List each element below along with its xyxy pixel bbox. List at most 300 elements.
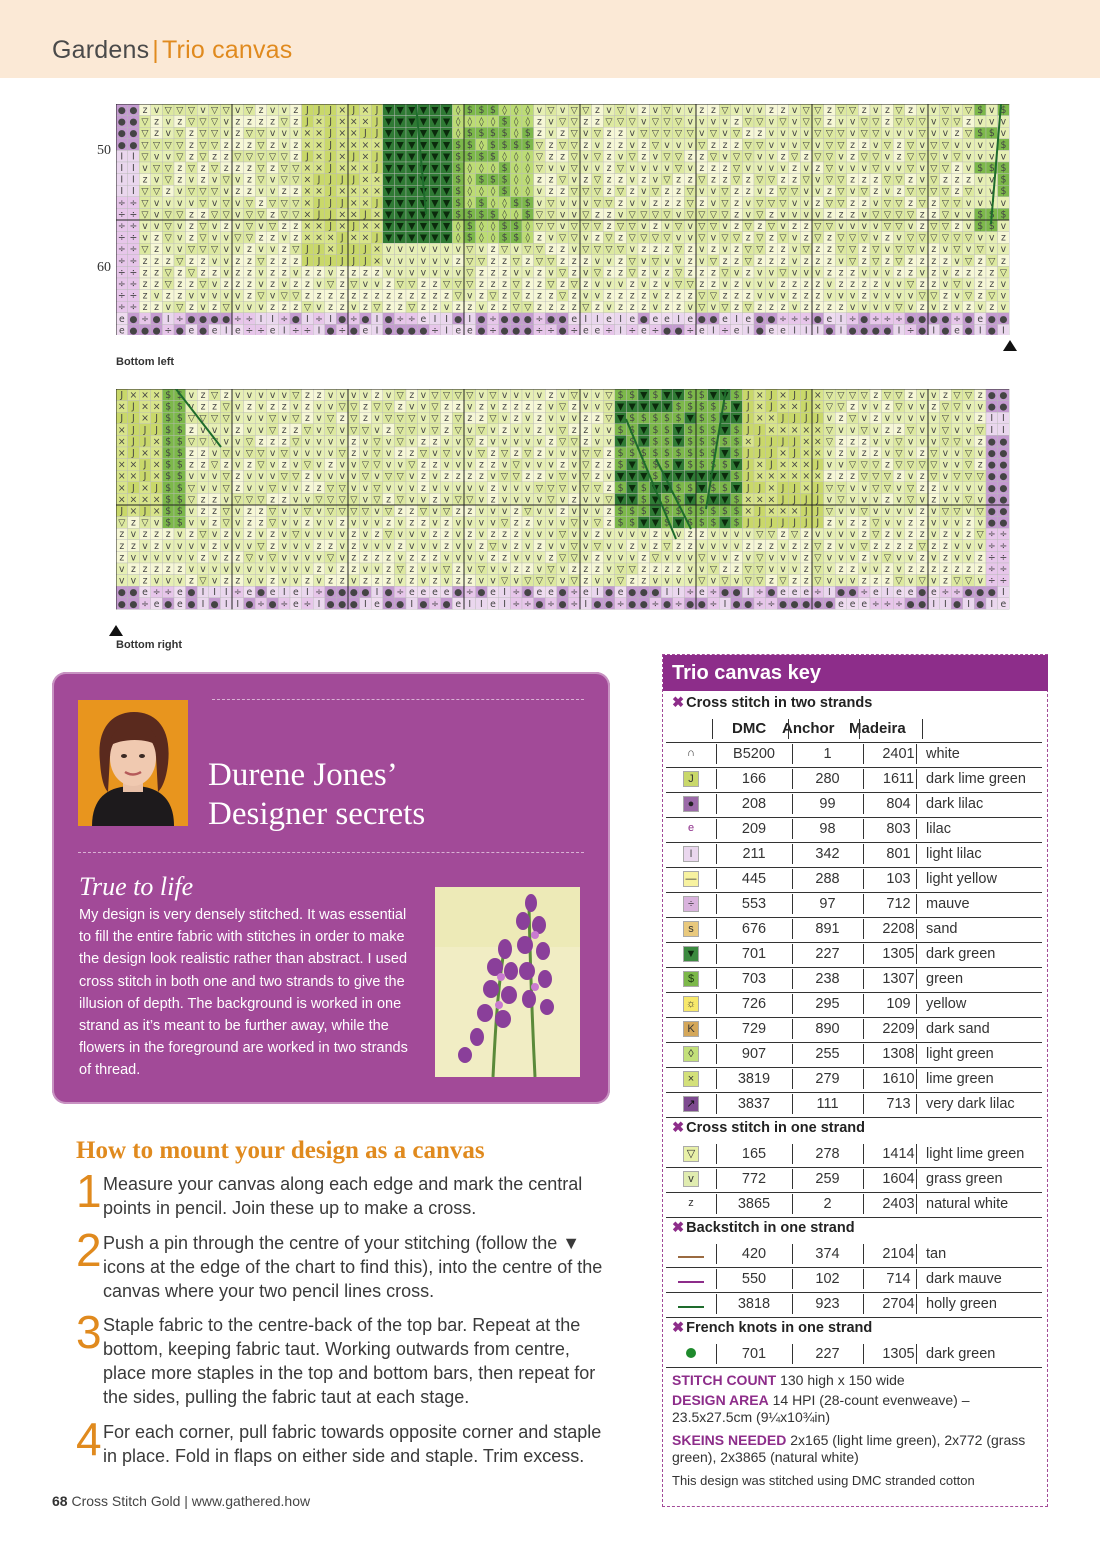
svg-text:z: z xyxy=(154,279,160,291)
key-cell-madeira: 1611 xyxy=(882,771,915,787)
svg-text:▼: ▼ xyxy=(408,116,416,128)
svg-text:▽: ▽ xyxy=(327,494,335,506)
svg-text:▽: ▽ xyxy=(617,116,625,128)
svg-text:▽: ▽ xyxy=(257,494,265,506)
svg-text:●: ● xyxy=(129,105,138,117)
svg-text:◊: ◊ xyxy=(513,151,519,163)
key-cell-name: lilac xyxy=(926,821,951,837)
svg-text:z: z xyxy=(304,279,310,291)
svg-text:z: z xyxy=(710,279,716,291)
svg-text:●: ● xyxy=(964,325,973,335)
svg-text:▼: ▼ xyxy=(385,151,393,163)
svg-text:v: v xyxy=(548,401,554,413)
svg-text:▽: ▽ xyxy=(535,244,543,256)
svg-text:v: v xyxy=(478,244,485,256)
svg-text:$: $ xyxy=(733,390,740,402)
svg-text:v: v xyxy=(409,267,415,279)
svg-text:÷: ÷ xyxy=(338,325,347,335)
svg-text:v: v xyxy=(641,186,647,198)
svg-text:÷: ÷ xyxy=(721,325,729,335)
svg-text:$: $ xyxy=(629,424,636,436)
svg-text:v: v xyxy=(304,494,311,506)
svg-text:v: v xyxy=(594,401,601,413)
svg-text:▽: ▽ xyxy=(187,436,195,448)
svg-text:÷: ÷ xyxy=(164,325,173,335)
svg-text:z: z xyxy=(571,267,577,279)
svg-text:J: J xyxy=(352,255,356,267)
svg-text:z: z xyxy=(629,186,635,198)
svg-text:I: I xyxy=(120,151,124,163)
svg-text:z: z xyxy=(594,209,600,221)
svg-text:×: × xyxy=(117,448,126,460)
svg-text:z: z xyxy=(328,459,334,471)
footer-text: Cross Stitch Gold | www.gathered.how xyxy=(71,1493,311,1509)
svg-text:×: × xyxy=(141,494,149,506)
svg-text:▽: ▽ xyxy=(941,163,949,175)
svg-text:v: v xyxy=(420,255,427,267)
svg-text:▽: ▽ xyxy=(675,279,683,291)
svg-text:●: ● xyxy=(987,313,996,325)
svg-text:v: v xyxy=(803,128,809,140)
svg-text:v: v xyxy=(757,279,763,291)
svg-text:÷: ÷ xyxy=(175,313,184,325)
svg-text:e: e xyxy=(188,325,195,335)
svg-text:v: v xyxy=(153,221,160,233)
svg-text:v: v xyxy=(791,267,798,279)
svg-text:▽: ▽ xyxy=(245,151,253,163)
svg-text:z: z xyxy=(873,448,879,460)
svg-text:×: × xyxy=(141,401,149,413)
svg-text:▽: ▽ xyxy=(907,459,915,471)
svg-text:▽: ▽ xyxy=(141,116,149,128)
svg-text:▼: ▼ xyxy=(408,186,416,198)
row-number-60: 60 xyxy=(97,260,111,275)
key-cell-dmc: 166 xyxy=(741,771,767,787)
svg-text:v: v xyxy=(815,209,821,221)
svg-text:▽: ▽ xyxy=(617,186,625,198)
svg-text:v: v xyxy=(432,471,438,483)
svg-text:J: J xyxy=(352,105,356,117)
svg-text:v: v xyxy=(722,151,728,163)
svg-text:v: v xyxy=(1000,302,1007,314)
svg-text:▼: ▼ xyxy=(698,471,706,483)
svg-text:×: × xyxy=(813,448,822,460)
svg-text:v: v xyxy=(385,255,392,267)
svg-text:×: × xyxy=(303,221,312,233)
svg-text:▼: ▼ xyxy=(443,139,451,151)
svg-text:▽: ▽ xyxy=(802,116,810,128)
svg-text:I: I xyxy=(259,313,263,325)
svg-text:▽: ▽ xyxy=(419,506,427,518)
svg-text:▽: ▽ xyxy=(860,459,868,471)
svg-text:v: v xyxy=(838,221,844,233)
key-cell-name: dark mauve xyxy=(926,1271,1002,1287)
svg-text:z: z xyxy=(177,174,183,186)
svg-text:v: v xyxy=(327,471,334,483)
svg-text:J: J xyxy=(816,413,820,425)
svg-text:z: z xyxy=(142,290,148,302)
svg-text:z: z xyxy=(455,506,461,518)
svg-text:$: $ xyxy=(664,448,670,460)
svg-text:v: v xyxy=(791,209,798,221)
svg-text:▽: ▽ xyxy=(245,221,253,233)
key-cell-madeira: 1307 xyxy=(882,971,915,987)
svg-text:z: z xyxy=(687,174,693,186)
svg-text:▽: ▽ xyxy=(814,116,822,128)
svg-text:×: × xyxy=(802,424,811,436)
svg-text:v: v xyxy=(235,401,241,413)
column-divider xyxy=(916,1169,917,1189)
svg-text:v: v xyxy=(873,221,879,233)
svg-text:z: z xyxy=(966,174,972,186)
svg-text:v: v xyxy=(791,139,798,151)
svg-text:J: J xyxy=(317,209,321,221)
svg-text:▽: ▽ xyxy=(872,209,880,221)
svg-text:$: $ xyxy=(176,424,183,436)
svg-text:v: v xyxy=(455,482,461,494)
svg-text:▽: ▽ xyxy=(721,302,729,314)
svg-text:v: v xyxy=(942,471,949,483)
svg-text:v: v xyxy=(293,267,299,279)
svg-text:z: z xyxy=(444,471,450,483)
svg-text:v: v xyxy=(420,390,427,402)
svg-text:÷: ÷ xyxy=(605,325,613,335)
key-cell-anchor: 288 xyxy=(815,871,840,887)
svg-text:z: z xyxy=(560,255,566,267)
svg-text:z: z xyxy=(606,209,612,221)
svg-text:v: v xyxy=(432,448,438,460)
key-row xyxy=(666,892,1042,918)
svg-text:▽: ▽ xyxy=(361,506,369,518)
header-divider: | xyxy=(152,36,159,64)
svg-text:z: z xyxy=(780,151,786,163)
svg-text:÷: ÷ xyxy=(129,267,138,279)
svg-text:I: I xyxy=(712,325,715,335)
svg-text:v: v xyxy=(409,244,415,256)
svg-text:v: v xyxy=(826,290,833,302)
svg-text:◊: ◊ xyxy=(513,116,519,128)
svg-text:J: J xyxy=(364,244,367,256)
svg-text:●: ● xyxy=(999,459,1008,471)
svg-text:z: z xyxy=(618,174,624,186)
svg-text:$: $ xyxy=(698,390,705,402)
svg-text:×: × xyxy=(373,255,381,267)
svg-text:$: $ xyxy=(652,390,659,402)
svg-text:×: × xyxy=(303,232,312,244)
svg-text:v: v xyxy=(513,436,519,448)
svg-text:×: × xyxy=(790,401,799,413)
svg-text:J: J xyxy=(375,116,379,128)
svg-text:÷: ÷ xyxy=(117,255,126,267)
svg-text:z: z xyxy=(571,401,577,413)
svg-text:z: z xyxy=(629,302,635,314)
svg-text:▽: ▽ xyxy=(512,459,520,471)
svg-text:z: z xyxy=(792,163,798,175)
key-cell-anchor: 255 xyxy=(815,1046,840,1062)
svg-text:z: z xyxy=(571,302,577,314)
svg-text:÷: ÷ xyxy=(117,197,126,209)
svg-text:J: J xyxy=(816,494,820,506)
svg-text:▽: ▽ xyxy=(466,436,474,448)
svg-text:v: v xyxy=(745,279,751,291)
svg-text:v: v xyxy=(838,255,844,267)
svg-text:▽: ▽ xyxy=(292,174,300,186)
svg-text:▼: ▼ xyxy=(419,221,427,233)
svg-text:●: ● xyxy=(941,313,950,325)
svg-text:▽: ▽ xyxy=(709,128,717,140)
svg-text:▽: ▽ xyxy=(825,174,833,186)
svg-text:I: I xyxy=(619,325,622,335)
svg-text:z: z xyxy=(734,209,740,221)
svg-text:●: ● xyxy=(871,325,880,335)
svg-text:▽: ▽ xyxy=(686,128,694,140)
key-symbol xyxy=(666,794,717,814)
svg-text:z: z xyxy=(896,471,902,483)
svg-text:×: × xyxy=(813,436,822,448)
svg-text:v: v xyxy=(826,494,833,506)
svg-text:▽: ▽ xyxy=(164,267,172,279)
svg-text:●: ● xyxy=(129,325,138,335)
svg-text:v: v xyxy=(919,244,925,256)
svg-text:z: z xyxy=(362,267,368,279)
key-row xyxy=(666,842,1042,868)
svg-text:v: v xyxy=(246,424,253,436)
svg-text:v: v xyxy=(246,390,253,402)
column-divider xyxy=(916,819,917,839)
svg-text:▽: ▽ xyxy=(373,482,381,494)
svg-text:z: z xyxy=(142,255,148,267)
svg-text:v: v xyxy=(258,279,264,291)
svg-text:v: v xyxy=(443,482,450,494)
cross-icon: ✖ xyxy=(672,695,685,711)
svg-text:v: v xyxy=(664,139,670,151)
svg-text:▽: ▽ xyxy=(733,232,741,244)
svg-text:▽: ▽ xyxy=(640,209,648,221)
svg-text:z: z xyxy=(745,128,751,140)
svg-text:z: z xyxy=(919,209,925,221)
svg-text:z: z xyxy=(246,290,252,302)
svg-text:×: × xyxy=(117,494,126,506)
svg-text:▽: ▽ xyxy=(976,471,984,483)
svg-text:▽: ▽ xyxy=(466,494,474,506)
svg-text:▽: ▽ xyxy=(141,139,149,151)
key-cell-anchor: 342 xyxy=(815,846,840,862)
svg-text:I: I xyxy=(677,313,680,325)
svg-text:×: × xyxy=(767,494,776,506)
svg-text:z: z xyxy=(583,174,589,186)
svg-text:z: z xyxy=(270,436,276,448)
svg-text:×: × xyxy=(349,186,358,198)
svg-text:v: v xyxy=(583,290,589,302)
svg-text:z: z xyxy=(838,471,844,483)
svg-text:▽: ▽ xyxy=(941,436,949,448)
svg-text:●: ● xyxy=(558,325,567,335)
svg-text:$: $ xyxy=(524,197,531,209)
svg-text:z: z xyxy=(826,255,832,267)
svg-text:v: v xyxy=(849,116,856,128)
column-divider xyxy=(916,994,917,1014)
svg-text:▽: ▽ xyxy=(895,302,903,314)
svg-text:z: z xyxy=(780,255,786,267)
svg-text:z: z xyxy=(420,436,426,448)
svg-text:z: z xyxy=(606,139,612,151)
svg-text:z: z xyxy=(328,302,334,314)
svg-text:z: z xyxy=(444,290,450,302)
svg-text:×: × xyxy=(152,471,161,483)
svg-text:v: v xyxy=(768,290,775,302)
svg-text:▽: ▽ xyxy=(837,244,845,256)
svg-text:▽: ▽ xyxy=(965,186,973,198)
svg-text:v: v xyxy=(733,105,740,117)
svg-text:÷: ÷ xyxy=(233,313,242,325)
svg-text:v: v xyxy=(316,424,322,436)
svg-text:▽: ▽ xyxy=(292,390,300,402)
svg-text:v: v xyxy=(896,128,902,140)
key-row xyxy=(666,1267,1042,1293)
svg-text:◊: ◊ xyxy=(525,116,531,128)
svg-text:÷: ÷ xyxy=(117,279,126,291)
svg-text:J: J xyxy=(758,448,762,460)
svg-text:▽: ▽ xyxy=(559,471,567,483)
svg-text:v: v xyxy=(907,413,914,425)
svg-text:v: v xyxy=(617,209,624,221)
svg-text:v: v xyxy=(188,390,195,402)
key-cell-dmc: 209 xyxy=(741,821,767,837)
svg-text:v: v xyxy=(977,197,983,209)
svg-text:v: v xyxy=(594,390,601,402)
svg-text:v: v xyxy=(838,290,844,302)
svg-text:v: v xyxy=(861,221,867,233)
svg-text:▽: ▽ xyxy=(524,302,532,314)
svg-text:v: v xyxy=(316,302,322,314)
svg-text:▽: ▽ xyxy=(872,151,880,163)
svg-text:z: z xyxy=(223,279,229,291)
svg-text:▽: ▽ xyxy=(141,197,149,209)
svg-text:z: z xyxy=(745,290,751,302)
svg-text:z: z xyxy=(966,302,972,314)
svg-text:◊: ◊ xyxy=(525,105,531,117)
svg-text:v: v xyxy=(269,448,276,460)
svg-text:v: v xyxy=(594,436,601,448)
svg-text:÷: ÷ xyxy=(245,325,254,335)
svg-text:v: v xyxy=(791,232,798,244)
svg-text:$: $ xyxy=(988,128,995,140)
svg-text:I: I xyxy=(990,413,994,425)
svg-text:▽: ▽ xyxy=(257,128,265,140)
svg-text:v: v xyxy=(896,413,902,425)
svg-text:v: v xyxy=(757,105,763,117)
svg-text:▽: ▽ xyxy=(941,209,949,221)
svg-text:÷: ÷ xyxy=(129,232,138,244)
svg-text:z: z xyxy=(908,267,914,279)
svg-text:÷: ÷ xyxy=(651,325,660,335)
svg-text:z: z xyxy=(536,232,542,244)
svg-text:v: v xyxy=(884,186,891,198)
svg-text:z: z xyxy=(571,494,577,506)
svg-text:●: ● xyxy=(918,325,927,335)
svg-text:v: v xyxy=(281,232,287,244)
svg-text:z: z xyxy=(931,255,937,267)
svg-text:z: z xyxy=(258,436,264,448)
column-divider xyxy=(916,969,917,989)
svg-text:▽: ▽ xyxy=(570,186,578,198)
svg-text:▼: ▼ xyxy=(431,116,439,128)
svg-text:v: v xyxy=(664,279,670,291)
svg-text:v: v xyxy=(501,482,508,494)
svg-text:z: z xyxy=(478,401,484,413)
svg-text:z: z xyxy=(293,221,299,233)
svg-text:●: ● xyxy=(639,313,648,325)
svg-text:z: z xyxy=(594,471,600,483)
svg-text:z: z xyxy=(386,290,392,302)
svg-text:z: z xyxy=(235,267,241,279)
svg-text:z: z xyxy=(304,401,310,413)
svg-text:▽: ▽ xyxy=(791,151,799,163)
svg-text:v: v xyxy=(385,267,392,279)
svg-text:z: z xyxy=(235,471,241,483)
svg-text:z: z xyxy=(246,459,252,471)
svg-text:z: z xyxy=(235,163,241,175)
svg-text:z: z xyxy=(606,267,612,279)
svg-text:$: $ xyxy=(165,390,172,402)
key-symbol xyxy=(666,1144,717,1164)
svg-text:v: v xyxy=(780,290,786,302)
svg-text:v: v xyxy=(989,116,995,128)
svg-text:v: v xyxy=(1000,244,1007,256)
svg-text:$: $ xyxy=(478,174,485,186)
svg-text:v: v xyxy=(931,424,937,436)
svg-text:z: z xyxy=(606,186,612,198)
svg-text:v: v xyxy=(281,482,287,494)
svg-text:▽: ▽ xyxy=(698,232,706,244)
svg-text:v: v xyxy=(884,163,891,175)
svg-text:▽: ▽ xyxy=(779,116,787,128)
key-cell-name: lime green xyxy=(926,1071,994,1087)
svg-text:▽: ▽ xyxy=(570,163,578,175)
svg-text:◊: ◊ xyxy=(525,174,531,186)
svg-text:v: v xyxy=(617,279,624,291)
column-divider xyxy=(916,1019,917,1039)
svg-text:▽: ▽ xyxy=(617,244,625,256)
key-symbol xyxy=(666,1294,717,1314)
key-cell-madeira: 1305 xyxy=(882,946,915,962)
svg-text:▽: ▽ xyxy=(559,482,567,494)
key-symbol xyxy=(666,1019,717,1039)
svg-text:÷: ÷ xyxy=(489,313,497,325)
svg-text:v: v xyxy=(223,255,229,267)
svg-text:v: v xyxy=(571,413,577,425)
svg-text:z: z xyxy=(826,116,832,128)
svg-text:◊: ◊ xyxy=(490,163,496,175)
svg-text:▽: ▽ xyxy=(257,255,265,267)
svg-text:z: z xyxy=(188,448,194,460)
svg-text:v: v xyxy=(200,105,206,117)
svg-text:e: e xyxy=(582,325,589,335)
column-divider xyxy=(863,819,864,839)
svg-text:$: $ xyxy=(490,105,496,117)
svg-text:▽: ▽ xyxy=(698,221,706,233)
svg-text:v: v xyxy=(501,459,508,471)
svg-text:▽: ▽ xyxy=(280,290,288,302)
svg-text:z: z xyxy=(699,151,705,163)
svg-text:▽: ▽ xyxy=(860,116,868,128)
svg-text:v: v xyxy=(397,244,403,256)
svg-text:v: v xyxy=(269,186,276,198)
svg-text:×: × xyxy=(755,459,764,471)
svg-text:▽: ▽ xyxy=(605,244,613,256)
svg-text:v: v xyxy=(211,221,218,233)
svg-text:z: z xyxy=(734,221,740,233)
